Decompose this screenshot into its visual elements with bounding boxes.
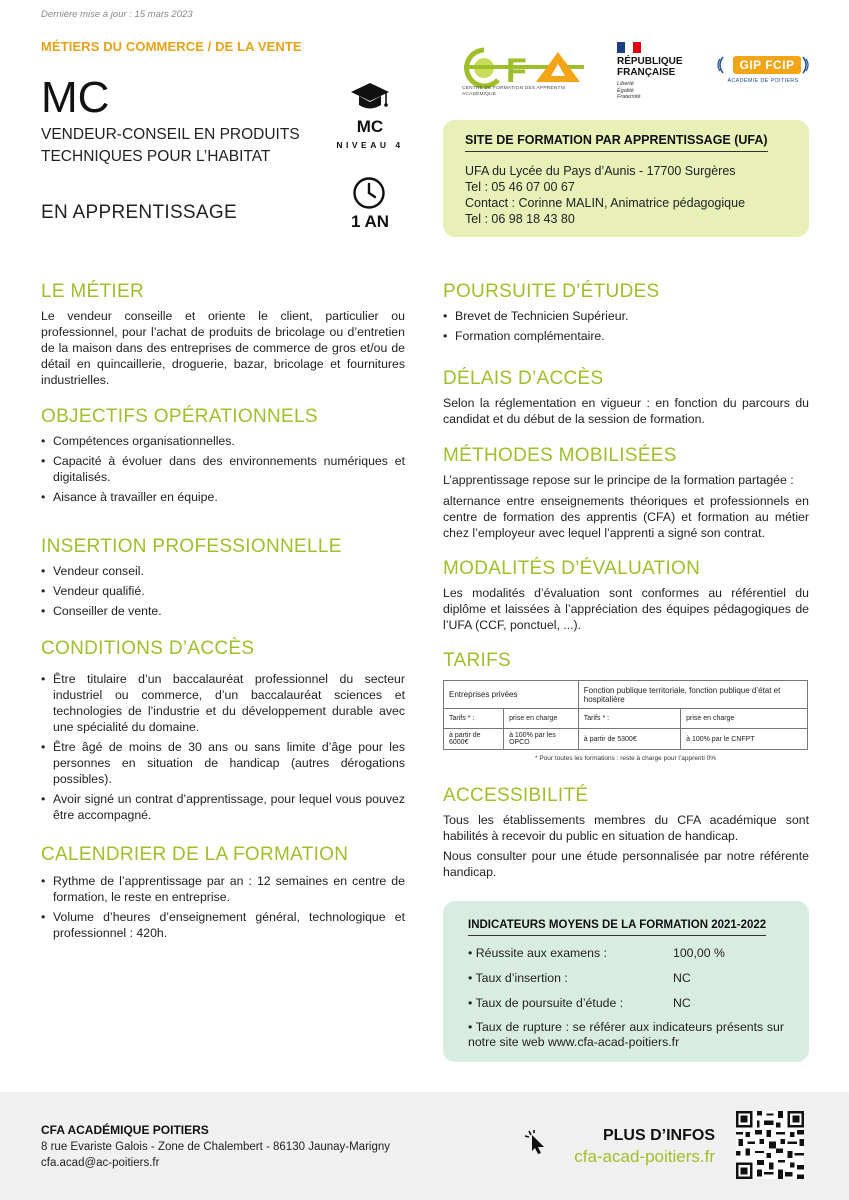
section-title: DÉLAIS D’ACCÈS [443,368,604,389]
svg-text:F: F [506,52,527,90]
wave-icon [802,56,810,74]
republique-francaise-logo [617,42,687,101]
list-item: • Formation complémentaire. [443,328,809,344]
rf-name-1: RÉPUBLIQUE [617,56,683,67]
table-cell: Tarifs * : [578,709,680,729]
list-item: • Aisance à travailler en équipe. [41,489,405,505]
list-item: • Conseiller de vente. [41,603,405,619]
table-header-private: Entreprises privées [444,681,579,709]
gip-subtitle: ACADÉMIE DE POITIERS [727,78,799,84]
list-item: • Volume d’heures d’enseignement général, technologique et professionnel : 420h. [41,909,405,941]
diploma-level: NIVEAU 4 [336,140,404,150]
indicator-row [468,995,784,1011]
section-insertion [41,536,405,623]
diploma-label: MC [356,117,384,136]
flag-icon [617,42,641,53]
list-item: • Être âgé de moins de 30 ans ou sans limite d’âge pour les personnes en situation de handicap (autres dérogations possibles). [41,739,405,787]
section-title: ACCESSIBILITÉ [443,785,589,806]
list-item: • Vendeur qualifié. [41,583,405,599]
more-info-label: PLUS D’INFOS [602,1127,715,1144]
section-tarifs [443,650,809,762]
section-title: POURSUITE D’ÉTUDES [443,281,660,302]
section-modalites [443,558,809,633]
footer-address: 8 rue Evariste Galois - Zone de Chalembert - 86130 Jaunay-Marigny [41,1141,391,1153]
table-cell: Tarifs * : [444,709,504,729]
section-methodes [443,445,809,541]
website-link[interactable]: cfa-acad-poitiers.fr [574,1147,715,1166]
gip-mark: GIP FCIP [733,56,800,74]
page-subtitle: VENDEUR-CONSEIL EN PRODUITS TECHNIQUES POUR L’HABITAT [41,126,300,165]
indicator-value: 100,00 % [673,946,725,960]
training-mode: EN APPRENTISSAGE [41,202,237,223]
ufa-contact: Contact : Corinne MALIN, Animatrice pédagogique [465,196,746,210]
clock-icon [352,176,386,210]
section-accessibilite [443,785,809,880]
section-objectifs [41,406,405,509]
section-title: INSERTION PROFESSIONNELLE [41,536,342,557]
indicator-row [468,945,784,961]
section-metier [41,281,405,388]
section-calendrier [41,844,405,945]
indicators-title: INDICATEURS MOYENS DE LA FORMATION 2021-2022 [468,919,766,936]
table-cell: à partir de 6000€ [444,729,504,750]
rf-name-2: FRANÇAISE [617,67,676,78]
list-item: • Rythme de l’apprentissage par an : 12 semaines en centre de formation, le reste en entreprise. [41,873,405,905]
section-title: TARIFS [443,650,511,671]
section-title: CONDITIONS D’ACCÈS [41,638,255,659]
indicator-label: • Taux d’insertion : [468,971,568,985]
tarifs-table [443,680,808,750]
section-text: Les modalités d’évaluation sont conformes au référentiel du diplôme et laissées à l’appréciation des équipes pédagogiques de l’UFA (CCF, ponctuel, ...). [443,586,809,632]
section-text: Le vendeur conseille et oriente le client, particulier ou professionnel, pour l’achat de produits de bricolage ou d’entretien de la maison dans des entreprises de commerce de gros et/ou de détail en quincaillerie, droguerie, bazar, bricolage et fournitures industrielles. [41,309,405,387]
section-conditions [41,638,405,827]
section-title: OBJECTIFS OPÉRATIONNELS [41,406,318,427]
section-text: Selon la réglementation en vigueur : en fonction du parcours du candidat et du début de la session de formation. [443,396,809,426]
graduation-cap-icon [350,80,390,114]
section-text: alternance entre enseignements théoriques et professionnels en centre de formation des apprentis (CFA) et formation au métier chez l’employeur avec lequel l’apprenti a signé son contrat. [443,494,809,540]
last-updated: Dernière mise à jour : 15 mars 2023 [41,9,193,20]
indicator-row [468,970,784,986]
section-poursuite [443,281,809,348]
rf-motto-3: Fraternité [617,94,641,100]
footer-org-name: CFA ACADÉMIQUE POITIERS [41,1123,209,1137]
ufa-phone: Tel : 05 46 07 00 67 [465,180,575,194]
table-cell: prise en charge [681,709,808,729]
category-label: MÉTIERS DU COMMERCE / DE LA VENTE [41,39,302,54]
section-text: L’apprentissage repose sur le principe de la formation partagée : [443,473,794,487]
wave-icon [716,56,724,74]
section-title: LE MÉTIER [41,281,144,302]
rf-motto-1: Liberté [617,81,634,87]
tarifs-note: * Pour toutes les formations : reste à charge pour l’apprenti 0% [534,755,716,762]
ufa-info-box [443,120,809,237]
indicator-footnote: • Taux de rupture : se référer aux indicateurs présents sur notre site web www.cfa-acad-poitiers.fr [468,1020,784,1049]
indicator-label: • Réussite aux examens : [468,946,607,960]
ufa-title: SITE DE FORMATION PAR APPRENTISSAGE (UFA) [465,133,768,152]
cfa-logo-caption: CENTRE DE FORMATION DES APPRENTIS ACADÉMIQUE [462,86,566,97]
list-item: • Capacité à évoluer dans des environnements numériques et digitalisés. [41,453,405,485]
section-text: Nous consulter pour une étude personnalisée par notre référente handicap. [443,849,809,879]
list-item: • Vendeur conseil. [41,563,405,579]
table-cell: à 100% par le CNFPT [681,729,808,750]
duration-label: 1 AN [350,212,390,231]
gip-fcip-logo [716,56,810,84]
qr-code-icon [736,1111,804,1179]
table-cell: à partir de 5300€ [578,729,680,750]
table-cell: à 100% par les OPCO [504,729,579,750]
section-title: MODALITÉS D’ÉVALUATION [443,558,701,579]
table-header-public: Fonction publique territoriale, fonction publique d’état et hospitalière [578,681,807,709]
section-title: CALENDRIER DE LA FORMATION [41,844,349,865]
footer [0,1092,849,1200]
list-item: • Avoir signé un contrat d’apprentissage, pour lequel vous pouvez être accompagné. [41,791,405,823]
list-item: • Être titulaire d’un baccalauréat professionnel du secteur industriel ou commerce, d’un baccalauréat sciences et technologies de l’industrie et du développement durable avec une spécialité du domaine. [41,671,405,735]
indicator-label: • Taux de poursuite d’étude : [468,996,624,1010]
indicators-box [443,901,809,1062]
ufa-address: UFA du Lycée du Pays d’Aunis - 17700 Surgères [465,164,736,178]
section-title: MÉTHODES MOBILISÉES [443,445,677,466]
indicator-value: NC [673,996,691,1010]
indicator-value: NC [673,971,691,985]
page-title: MC [41,73,110,122]
footer-email[interactable]: cfa.acad@ac-poitiers.fr [41,1157,160,1169]
ufa-contact-phone: Tel : 06 98 18 43 80 [465,212,575,226]
list-item: • Compétences organisationnelles. [41,433,405,449]
section-delais [443,368,809,427]
section-text: Tous les établissements membres du CFA académique sont habilités à recevoir du public en situation de handicap. [443,813,809,843]
rf-motto-2: Égalité [617,87,634,94]
list-item: • Brevet de Technicien Supérieur. [443,308,809,324]
table-cell: prise en charge [504,709,579,729]
